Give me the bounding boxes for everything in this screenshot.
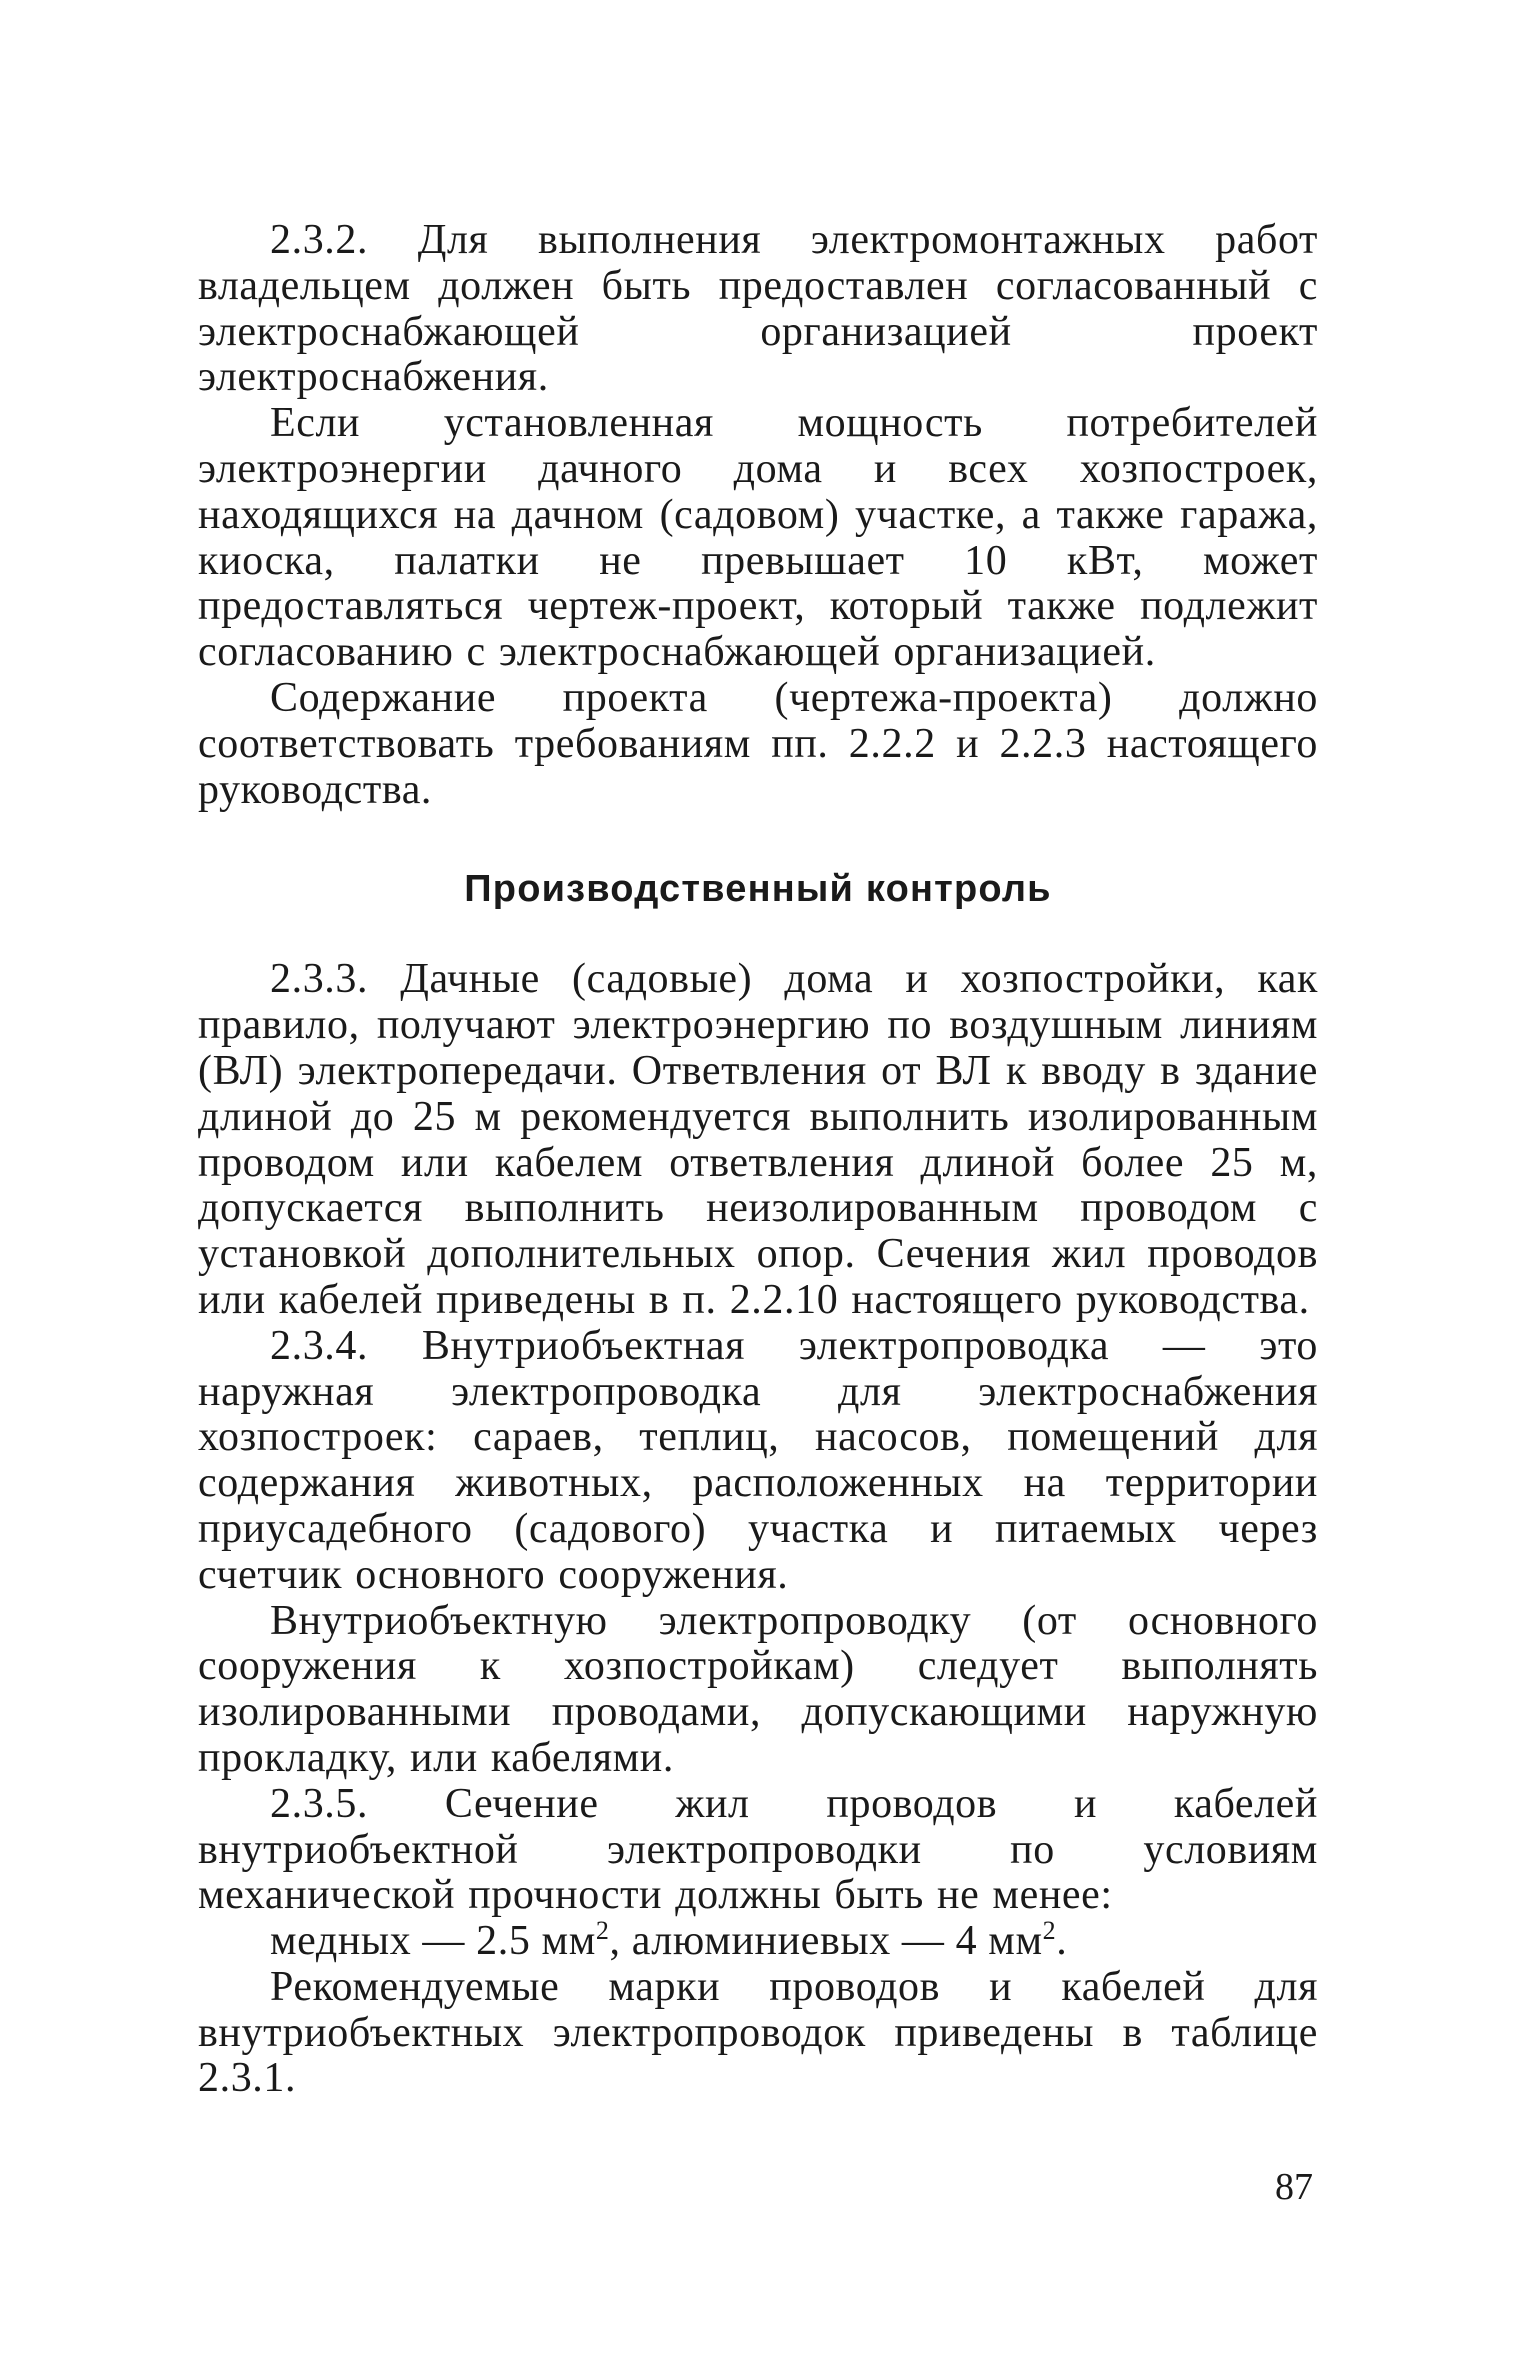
page-body xyxy=(198,218,1318,2102)
formula-copper: медных — 2.5 мм xyxy=(270,1918,596,1965)
paragraph-2-3-5: 2.3.5. Сечение жил проводов и кабелей внутриобъектной электропроводки по условиям механической прочности должны быть не менее: xyxy=(198,1780,1318,1919)
paragraph-internal-wiring: Внутриобъектную электропроводку (от основного сооружения к хозпостройкам) следует выполнять изолированными проводами, допускающими наружную прокладку, или кабелями. xyxy=(198,1597,1318,1781)
paragraph-2-3-2: 2.3.2. Для выполнения электромонтажных работ владельцем должен быть предоставлен согласованный с электроснабжающей организацией проект электроснабжения. xyxy=(198,217,1318,401)
cross-section-formula xyxy=(198,1916,1318,1965)
paragraph-2-3-3: 2.3.3. Дачные (садовые) дома и хозпостройки, как правило, получают электроэнергию по воздушным линиям (ВЛ) электропередачи. Ответвления от ВЛ к вводу в здание длиной до 25 м рекомендуется выполнить изолированным проводом или кабелем ответвления длиной более 25 м, допускается выполнить неизолированным проводом с установкой дополнительных опор. Сечения жил проводов или кабелей приведены в п. 2.2.10 настоящего руководства. xyxy=(198,956,1318,1323)
formula-aluminium: , алюминиевых — 4 мм xyxy=(609,1918,1043,1965)
section-heading: Производственный контроль xyxy=(464,868,1052,911)
paragraph-project-content: Содержание проекта (чертежа-проекта) должно соответствовать требованиям пп. 2.2.2 и 2.2.3 настоящего руководства. xyxy=(198,674,1318,813)
formula-end: . xyxy=(1056,1918,1068,1965)
paragraph-recommended-brands: Рекомендуемые марки проводов и кабелей для внутриобъектных электропроводок приведены в таблице 2.3.1. xyxy=(198,1963,1318,2102)
page-number: 87 xyxy=(1275,2166,1313,2208)
paragraph-2-3-4: 2.3.4. Внутриобъектная электропроводка — это наружная электропроводка для электроснабжения хозпостроек: сараев, теплиц, насосов, помещений для содержания животных, расположенных на территории приусадебного (садового) участка и питаемых через счетчик основного сооружения. xyxy=(198,1322,1318,1598)
paragraph-power-limit: Если установленная мощность потребителей электроэнергии дачного дома и всех хозпостроек, находящихся на дачном (садовом) участке, а также гаража, киоска, палатки не превышает 10 кВт, может предоставляться чертеж-проект, который также подлежит согласованию с электроснабжающей организацией. xyxy=(198,400,1318,676)
formula-superscript-aluminium: 2 xyxy=(1042,1916,1057,1946)
formula-superscript-copper: 2 xyxy=(595,1916,610,1946)
